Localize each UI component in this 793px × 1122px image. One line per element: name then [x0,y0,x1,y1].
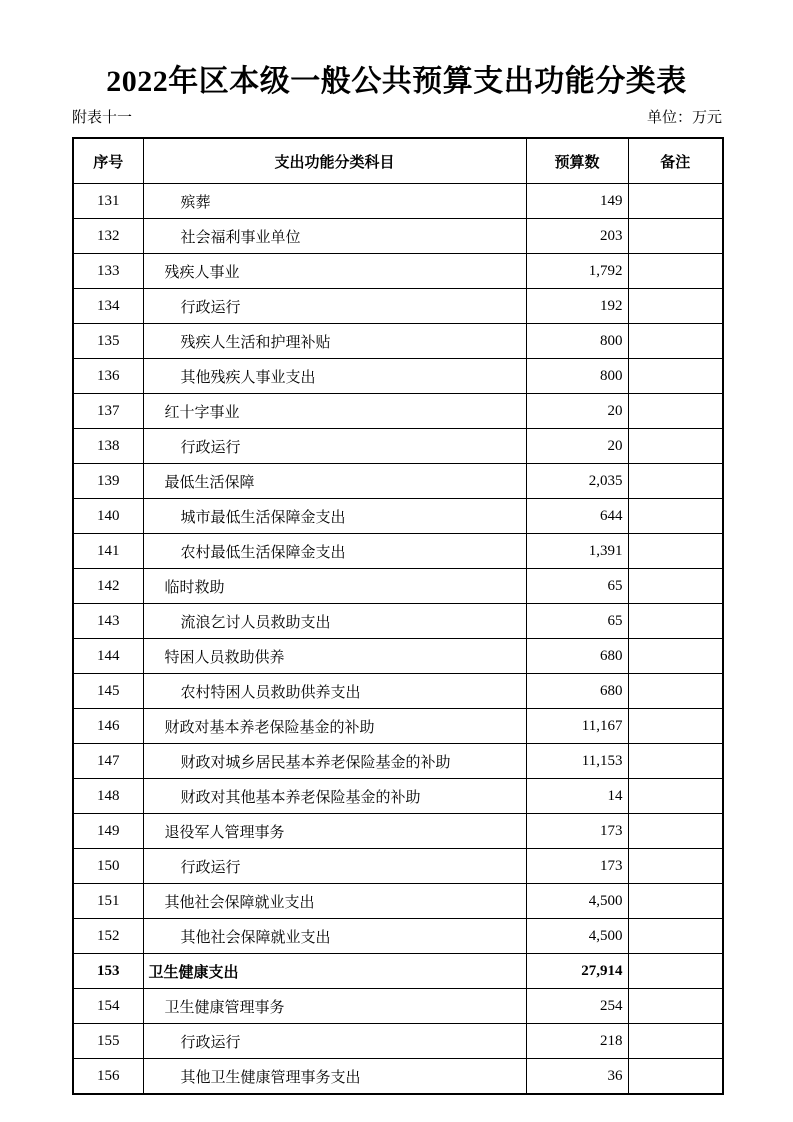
table-row [73,709,723,744]
subheader [72,106,722,127]
table-row [73,324,723,359]
col-header-note: 备注 [628,138,723,184]
budget-cell: 27,914 [526,954,628,989]
table-row [73,359,723,394]
subject-cell: 行政运行 [143,849,526,884]
seq-cell: 152 [73,919,143,954]
budget-cell: 680 [526,674,628,709]
note-cell [628,639,723,674]
budget-cell: 20 [526,429,628,464]
budget-cell: 173 [526,814,628,849]
table-row [73,954,723,989]
budget-cell: 680 [526,639,628,674]
budget-cell: 2,035 [526,464,628,499]
note-cell [628,359,723,394]
subject-cell: 特困人员救助供养 [143,639,526,674]
seq-cell: 137 [73,394,143,429]
subject-cell: 其他社会保障就业支出 [143,884,526,919]
budget-cell: 11,167 [526,709,628,744]
seq-cell: 136 [73,359,143,394]
col-header-budget: 预算数 [526,138,628,184]
budget-cell: 4,500 [526,884,628,919]
table-row [73,289,723,324]
table-row [73,429,723,464]
note-cell [628,919,723,954]
budget-cell: 192 [526,289,628,324]
subject-cell: 残疾人事业 [143,254,526,289]
seq-cell: 140 [73,499,143,534]
table-row [73,499,723,534]
table-row [73,1059,723,1095]
budget-cell: 254 [526,989,628,1024]
seq-cell: 145 [73,674,143,709]
note-cell [628,394,723,429]
header-row [73,138,723,184]
subject-cell: 临时救助 [143,569,526,604]
budget-cell: 4,500 [526,919,628,954]
table-row [73,674,723,709]
budget-cell: 65 [526,569,628,604]
table-header [73,138,723,184]
table-row [73,534,723,569]
subject-cell: 殡葬 [143,184,526,219]
budget-cell: 1,391 [526,534,628,569]
page-title: 2022年区本级一般公共预算支出功能分类表 [106,65,687,98]
note-cell [628,814,723,849]
note-cell [628,219,723,254]
budget-cell: 11,153 [526,744,628,779]
subject-cell: 其他卫生健康管理事务支出 [143,1059,526,1095]
table-row [73,184,723,219]
subject-cell: 财政对其他基本养老保险基金的补助 [143,779,526,814]
seq-cell: 144 [73,639,143,674]
subject-cell: 其他社会保障就业支出 [143,919,526,954]
budget-cell: 173 [526,849,628,884]
table-row [73,219,723,254]
seq-cell: 156 [73,1059,143,1095]
attachment-label: 附表十一 [72,110,133,126]
seq-cell: 142 [73,569,143,604]
note-cell [628,569,723,604]
budget-cell: 800 [526,359,628,394]
budget-cell: 1,792 [526,254,628,289]
budget-cell: 644 [526,499,628,534]
subject-cell: 财政对基本养老保险基金的补助 [143,709,526,744]
seq-cell: 135 [73,324,143,359]
seq-cell: 147 [73,744,143,779]
subject-cell: 行政运行 [143,429,526,464]
seq-cell: 155 [73,1024,143,1059]
table-row [73,254,723,289]
note-cell [628,604,723,639]
table-row [73,849,723,884]
note-cell [628,534,723,569]
table-row [73,604,723,639]
budget-cell: 149 [526,184,628,219]
note-cell [628,324,723,359]
table-row [73,779,723,814]
note-cell [628,1024,723,1059]
seq-cell: 133 [73,254,143,289]
seq-cell: 143 [73,604,143,639]
seq-cell: 150 [73,849,143,884]
note-cell [628,744,723,779]
seq-cell: 146 [73,709,143,744]
note-cell [628,989,723,1024]
seq-cell: 151 [73,884,143,919]
budget-cell: 800 [526,324,628,359]
col-header-subject: 支出功能分类科目 [143,138,526,184]
table-row [73,1024,723,1059]
subject-cell: 流浪乞讨人员救助支出 [143,604,526,639]
budget-cell: 36 [526,1059,628,1095]
budget-cell: 65 [526,604,628,639]
note-cell [628,849,723,884]
table-row [73,989,723,1024]
seq-cell: 149 [73,814,143,849]
unit-label: 单位：万元 [646,110,722,126]
table-row [73,569,723,604]
budget-cell: 14 [526,779,628,814]
subject-cell: 行政运行 [143,289,526,324]
subject-cell: 残疾人生活和护理补贴 [143,324,526,359]
seq-cell: 138 [73,429,143,464]
subject-cell: 行政运行 [143,1024,526,1059]
subject-cell: 农村特困人员救助供养支出 [143,674,526,709]
note-cell [628,429,723,464]
table-row [73,464,723,499]
subject-cell: 其他残疾人事业支出 [143,359,526,394]
table-row [73,639,723,674]
table-row [73,394,723,429]
note-cell [628,289,723,324]
seq-cell: 141 [73,534,143,569]
seq-cell: 132 [73,219,143,254]
budget-cell: 218 [526,1024,628,1059]
table-row [73,919,723,954]
subject-cell: 退役军人管理事务 [143,814,526,849]
col-header-seq: 序号 [73,138,143,184]
note-cell [628,1059,723,1095]
table-row [73,814,723,849]
subject-cell: 卫生健康支出 [143,954,526,989]
note-cell [628,954,723,989]
budget-cell: 20 [526,394,628,429]
note-cell [628,499,723,534]
subject-cell: 城市最低生活保障金支出 [143,499,526,534]
seq-cell: 153 [73,954,143,989]
seq-cell: 134 [73,289,143,324]
subject-cell: 农村最低生活保障金支出 [143,534,526,569]
budget-table [72,137,724,1095]
note-cell [628,779,723,814]
subject-cell: 卫生健康管理事务 [143,989,526,1024]
seq-cell: 131 [73,184,143,219]
table-row [73,884,723,919]
table-body [73,184,723,1095]
seq-cell: 154 [73,989,143,1024]
subject-cell: 最低生活保障 [143,464,526,499]
note-cell [628,674,723,709]
note-cell [628,254,723,289]
note-cell [628,884,723,919]
note-cell [628,464,723,499]
seq-cell: 148 [73,779,143,814]
table-row [73,744,723,779]
subject-cell: 社会福利事业单位 [143,219,526,254]
note-cell [628,184,723,219]
subject-cell: 红十字事业 [143,394,526,429]
budget-cell: 203 [526,219,628,254]
seq-cell: 139 [73,464,143,499]
note-cell [628,709,723,744]
subject-cell: 财政对城乡居民基本养老保险基金的补助 [143,744,526,779]
